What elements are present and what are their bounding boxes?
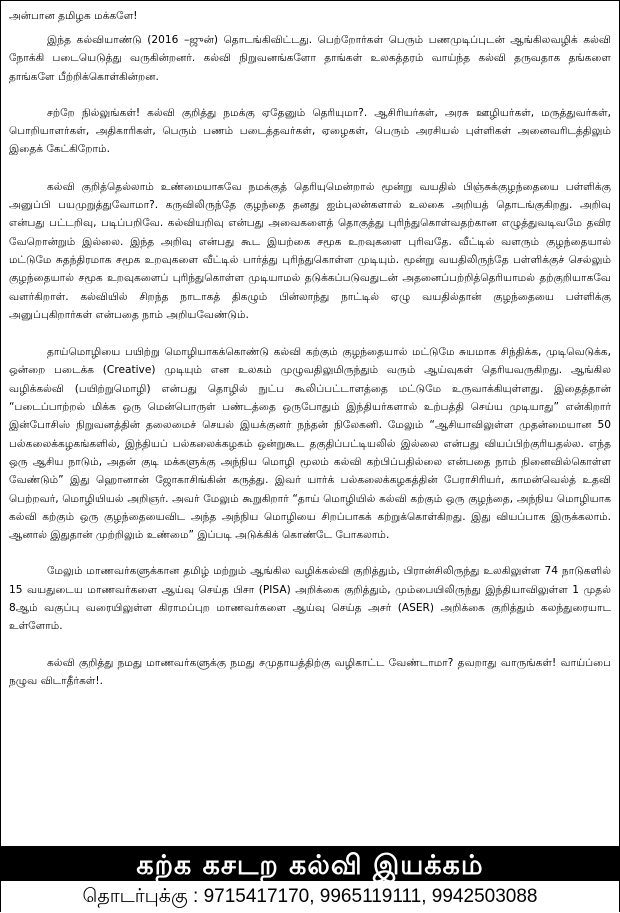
paragraph-call-to-action: கல்வி குறித்து நமது மாணவர்களுக்கு நமது சமுதாயத்திற்கு வழிகாட்ட வேண்டாமா? தவறாது வாருங்கள்! வாய்ப்பை நழுவ விடாதீர்கள்!.	[9, 656, 611, 687]
paragraph-early-schooling: கல்வி குறித்தெல்லாம் உண்மையாகவே நமக்குத் தெரியுமென்றால் மூன்று வயதில் பிஞ்சுக்குழந்தையை பள்ளிக்கு அனுப்பி பயமுறுத்துவோமா?. கருவிலிருந்தே குழந்தை தனது ஐம்புலன்களால் உலகை அறியத் தொடங்குகிறது. அறிவு என்பது பட்டறிவு, படிப்பறிவே. கல்வியறிவு என்பது அவைகளைத் தொகுத்து புரிந்துகொள்வதற்கான எழுத்துவடிவமே தவிர வேறொன்றும் இல்லை. இந்த அறிவு என்பது கூட இயற்கை சமூக உறவுகளை புரிவதே. வீட்டில் வளரும் குழந்தையால் மட்டுமே சுதந்திரமாக சமூக உறவுகளை வீட்டில் பார்த்து புரிந்துகொள்ள முடியும். மூன்று வயதிலிருந்தே பள்ளிக்குச் செல்லும் குழந்தையால் சமூக உறவுகளைப் புரிந்துகொள்ள முடியாமல் தடுக்கப்படுவதுடன் அதனைப்பற்றித்தெரியாமல் தற்குறியாகவே வளர்கிறாள். கல்வியில் சிறந்த நாடாகத் திகழும் பின்லாந்து நாட்டில் ஏழு வயதில்தான் குழந்தையை பள்ளிக்கு அனுப்புகிறார்கள் என்பதை நாம் அறியவேண்டும்.	[9, 180, 611, 321]
paragraph-intro: இந்த கல்வியாண்டு (2016 –ஜுன்) தொடங்கிவிட்டது. பெற்றோர்கள் பெரும் பணமுடிப்புடன் ஆங்கிலவழிக் கல்வி நோக்கி படையெடுத்து வருகின்றனர். கல்வி நிறுவனங்களோ தாங்கள் உலகத்தரம் வாய்ந்த கல்வி தருவதாக தங்களை தாங்களே பீற்றிக்கொள்கின்றன.	[9, 34, 611, 83]
contact-line: தொடர்புக்கு : 9715417170, 9965119111, 9942503088	[1, 881, 619, 913]
paragraph-question: சற்றே நில்லுங்கள்! கல்வி குறித்து நமக்கு ஏதேனும் தெரியுமா?. ஆசிரியர்கள், அரசு ஊழியர்கள், மருத்துவர்கள், பொறியாளர்கள், அதிகாரிகள், பெரும் பணம் படைத்தவர்கள், ஏழைகள், பெரும் அரசியல் புள்ளிகள் அனைவரிடத்திலும் இதைக் கேட்கிறோம்.	[9, 106, 611, 156]
paragraph-mother-tongue: தாய்மொழியை பயிற்று மொழியாகக்கொண்டு கல்வி கற்கும் குழந்தையால் மட்டுமே சுயமாக சிந்திக்க, முடிவெடுக்க, ஒன்றை படைக்க (Creative) முடியும் என உலகம் முழுவதிலுமிருந்தும் வரும் ஆய்வுகள் தெரியவருகிறது. ஆங்கில வழிக்கல்வி (பயிற்றுமொழி) என்பது தொழில் நுட்ப கூலிப்பட்டாளத்தை மட்டுமே உருவாக்கியுள்ளது. இதைத்தான் “படைப்பாற்றல் மிக்க ஒரு மென்பொருள் பண்டத்தை ஒருபோதும் இந்தியர்களால் உற்பத்தி செய்ய முடியாது” என்கிறார் இன்போசிஸ் நிறுவனத்தின் தலைமைச் செயல் இயக்குனர் நந்தன் நிலேகனி. மேலும் “ஆசியாவிலுள்ள முதன்மையான 50 பல்கலைக்கழகங்களில், இந்தியப் பல்கலைக்கழகம் ஒன்றுகூட தகுதிப்பட்டியலில் இல்லை என்பது வியப்பிற்குரியதல்ல. எந்த ஒரு ஆசிய நாடும், அதன் குடி மக்களுக்கு அந்நிய மொழி மூலம் கல்வி கற்பிப்பதில்லை என்பதை நாம் நினைவில்கொள்ள வேண்டும்” இது ஹொனான் ஜோகாசிங்கின் கருத்து. இவர் யார்க் பல்கலைக்கழகத்தின் பேராசிரியர், காமன்வெல்த் உதவி பெற்றவர், மொழியியல் அறிஞர். அவர் மேலும் கூறுகிறார் “தாய் மொழியில் கல்வி கற்கும் ஒரு குழந்தை, அந்நிய மொழியாக கல்வி கற்கும் ஒரு குழந்தையைவிட அந்த அந்நிய மொழியை சிறப்பாகக் கற்றுக்கொள்கிறது. இது வியப்பாக இருக்கலாம். ஆனால் இதுதான் முற்றிலும் உண்மை” இப்படி அடுக்கிக் கொண்டே போகலாம்.	[9, 346, 611, 542]
organization-name: கற்க கசடற கல்வி இயக்கம்	[136, 850, 484, 881]
salutation: அன்பான தமிழக மக்களே!	[9, 10, 138, 22]
paragraph-reports: மேலும் மாணவர்களுக்கான தமிழ் மற்றும் ஆங்கில வழிக்கல்வி குறித்தும், பிரான்சிலிருந்து உலகிலுள்ள 74 நாடுகளில் 15 வயதுடைய மாணவர்களை ஆய்வு செய்த பிசா (PISA) அறிக்கை குறித்தும், மும்பையிலிருந்து இந்தியாவிலுள்ள 1 முதல் 8ஆம் வகுப்பு வரையிலுள்ள கிராமப்புற மாணவர்களை ஆய்வு செய்த அசர் (ASER) அறிக்கை குறித்தும் கலந்துரையாட உள்ளோம்.	[9, 565, 611, 633]
